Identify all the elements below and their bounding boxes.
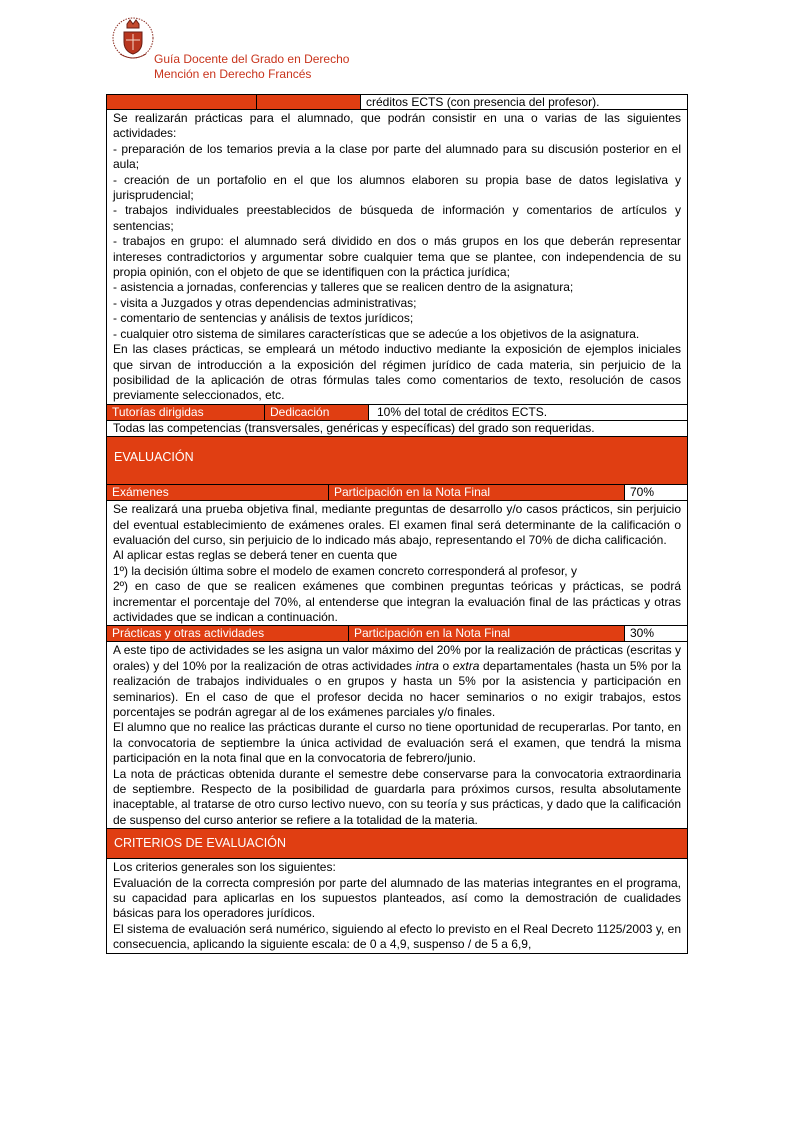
tutorias-label: Tutorías dirigidas [107,405,265,420]
practicas-block [106,642,688,829]
evaluacion-title: EVALUACIÓN [114,450,194,465]
criterios-title: CRITERIOS DE EVALUACIÓN [114,836,287,851]
examenes-paragraph: 1º) la decisión última sobre el modelo de examen concreto corresponderá al profesor, y [113,563,577,578]
criterios-paragraph: Evaluación de la correcta compresión por parte del alumnado de las materias integrantes en el programa, su capacidad para aplicarlas en los supuestos planteados, así como la demostración de cualidades básicas para los operadores jurídicos. [113,875,681,921]
practicas-paragraph: La nota de prácticas obtenida durante el semestre debe conservarse para la convocatoria extraordinaria de septiembre. Respecto de la posibilidad de guardarla para próximos cursos, resulta absolutamente inaceptable, al tratarse de otro curso lectivo nuevo, con su teoría y sus prácticas, y dado que la calificación de suspenso del curso anterior se refiere a la totalidad de la materia. [113,766,681,827]
examenes-paragraph: Al aplicar estas reglas se deberá tener en cuenta que [113,548,398,563]
practices-paragraph: - cualquier otro sistema de similares características que se adecúe a los objetivos de la asignatura. [113,326,640,341]
practicas-participacion-label: Participación en la Nota Final [349,626,625,641]
practicas-text: A este tipo de actividades se les asigna un valor máximo del 20% por la realización de prácticas (escritas y orales) y del 10% por la realización de otras actividades [113,643,681,673]
ects-presence-text: créditos ECTS (con presencia del profesor). [366,95,600,109]
dedicacion-label: Dedicación [265,405,369,420]
examenes-paragraph: Se realizará una prueba objetiva final, mediante preguntas de desarrollo y/o casos prácticos, sin perjuicio del eventual establecimiento de exámenes orales. El examen final será determinante de la calificación o evaluación del curso, sin perjuicio de lo indicado más abajo, representando el 70% de dicha calificación. [113,502,681,547]
practices-block [106,110,688,405]
examenes-label: Exámenes [107,485,329,500]
guide-table [106,94,688,954]
evaluacion-section-header [106,437,688,485]
practices-paragraph: - trabajos individuales preestablecidos de búsqueda de información y comentarios de artículos y sentencias; [113,203,681,233]
practices-paragraph: En las clases prácticas, se empleará un método inductivo mediante la exposición de ejemplos iniciales que sirvan de introducción a la exposición del régimen jurídico de cada materia, sin perjuicio de la posibilidad de la aplicación de otras fórmulas tales como comentarios de texto, resolución de casos previamente seleccionados, etc. [113,342,681,403]
practicas-text: departamentales (hasta un 5% por la realización de trabajos individuales o en grupos y hasta un 5% por la asistencia y participación en seminarios). En el caso de que el profesor decida no hacer seminarios o no exigir trabajos, estos porcentajes se podrán agregar al de los exámenes parciales y/o finales. [113,658,682,719]
competencias-text: Todas las competencias (transversales, genéricas y específicas) del grado son requeridas. [113,420,595,435]
criterios-paragraph: El sistema de evaluación será numérico, siguiendo al efecto lo previsto en el Real Decreto 1125/2003 y, en consecuencia, aplicando la siguiente escala: de 0 a 4,9, suspenso / de 5 a 6,9, [113,921,681,952]
ects-row [106,94,688,110]
italic-extra: extra [452,658,480,673]
tutorias-row [106,405,688,421]
practices-paragraph: - trabajos en grupo: el alumnado será dividido en dos o más grupos en los que deberán representar intereses contradictorios y argumentar sobre cualquier tema que se plantee, con independencia de su propia opinión, con el objeto de que se identifiquen con la práctica jurídica; [113,234,681,280]
examenes-value: 70% [630,485,655,500]
practicas-row [106,626,688,642]
university-crest-logo [110,14,156,66]
practices-paragraph: - comentario de sentencias y análisis de textos jurídicos; [113,311,414,326]
practicas-paragraph [113,643,681,720]
practices-paragraph: Se realizarán prácticas para el alumnado, que podrán consistir en una o varias de las siguientes actividades: [113,111,681,141]
empty-red-cell [257,95,361,109]
criterios-block [106,859,688,953]
practicas-text: o [438,658,453,673]
header-title: Guía Docente del Grado en Derecho [154,52,350,66]
practicas-value: 30% [630,626,655,641]
practicas-label: Prácticas y otras actividades [107,626,349,641]
criterios-paragraph: Los criterios generales son los siguientes: [113,860,336,875]
examenes-participacion-label: Participación en la Nota Final [329,485,625,500]
practices-paragraph: - preparación de los temarios previa a la clase por parte del alumnado para su discusión posterior en el aula; [113,141,681,172]
header-subtitle: Mención en Derecho Francés [154,67,312,81]
criterios-section-header [106,829,688,859]
tutorias-value: 10% del total de créditos ECTS. [377,404,548,419]
competencias-row [106,421,688,437]
practices-paragraph: - creación de un portafolio en el que los alumnos elaboren su propia base de datos legislativa y jurisprudencial; [113,172,681,203]
examenes-row [106,485,688,501]
practicas-paragraph: El alumno que no realice las prácticas durante el curso no tiene oportunidad de recuperarlas. Por tanto, en la convocatoria de septiembre la única actividad de evaluación será el examen, que tendrá la misma participación en la nota final que en la convocatoria de febrero/junio. [113,720,681,766]
practices-paragraph: - visita a Juzgados y otras dependencias administrativas; [113,295,417,310]
italic-intra: intra [415,658,439,673]
examenes-paragraph: 2º) en caso de que se realicen exámenes que combinen preguntas teóricas y prácticas, se podrá incrementar el porcentaje del 70%, al entenderse que integran la evaluación final de las prácticas y otras actividades que se indican a continuación. [113,579,681,624]
examenes-block [106,501,688,626]
practices-paragraph: - asistencia a jornadas, conferencias y talleres que se realicen dentro de la asignatura; [113,280,574,295]
empty-red-cell [107,95,257,109]
